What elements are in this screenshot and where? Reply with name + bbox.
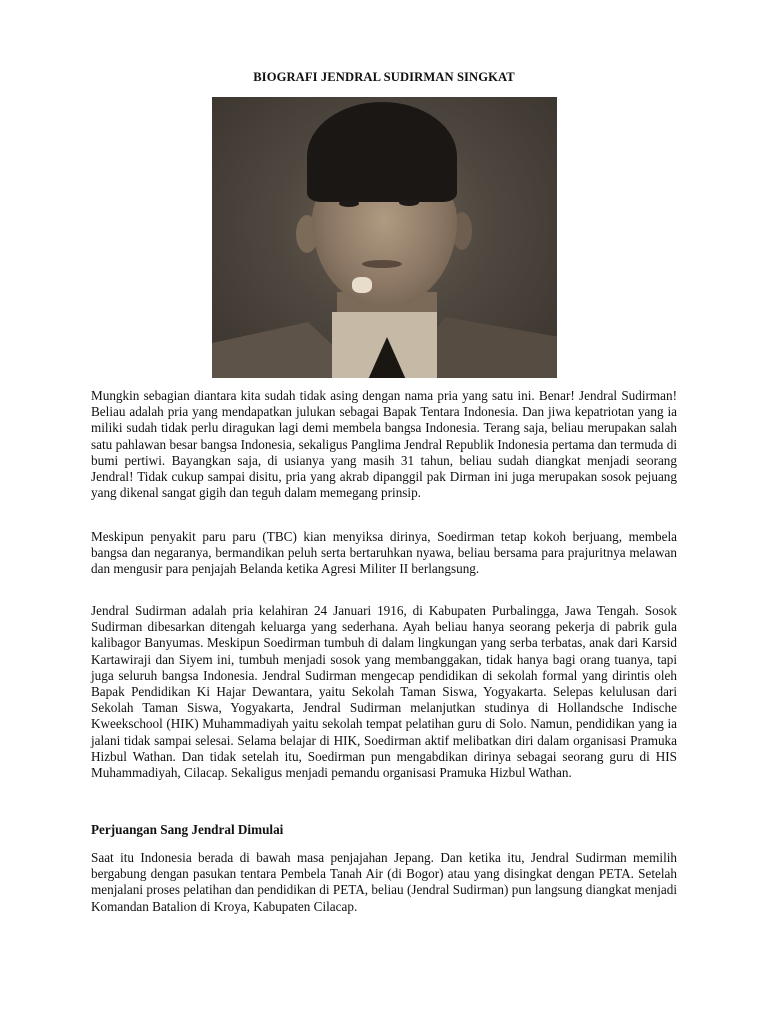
paragraph-intro [91, 388, 677, 501]
paragraph-text: Mungkin sebagian diantara kita sudah tidak asing dengan nama pria yang satu ini. Benar! Jendral Sudirman! Beliau adalah pria yang mendapatkan julukan sebagai Bapak Tentara Indonesia. Dan jiwa kepatriotan yang ia miliki sudah tidak perlu diragukan lagi demi membela bangsa Indonesia. Terang saja, beliau merupakan salah satu pahlawan besar bangsa Indonesia, sekaligus Panglima Jendral Republik Indonesia pertama dan termuda di bumi pertiwi. Bayangkan saja, di usianya yang masih 31 tahun, beliau sudah diangkat menjadi seorang Jendral! Tidak cukup sampai disitu, pria yang akrab dipanggil pak Dirman ini juga merupakan sosok pejuang yang dikenal sangat gigih dan teguh dalam memegang prinsip. [91, 388, 677, 501]
photo-mouth [362, 260, 402, 268]
paragraph-early-life [91, 603, 677, 781]
photo-peci-hat [307, 102, 457, 202]
photo-damage-spot [352, 277, 372, 293]
photo-tie [367, 337, 407, 378]
paragraph-text: Saat itu Indonesia berada di bawah masa penjajahan Jepang. Dan ketika itu, Jendral Sudirman memilih bergabung dengan pasukan tentara Pembela Tanah Air (di Bogor) atau yang disingkat dengan PETA. Setelah menjalani proses pelatihan dan pendidikan di PETA, beliau (Jendral Sudirman) pun langsung diangkat menjadi Komandan Batalion di Kroya, Kabupaten Cilacap. [91, 850, 677, 914]
photo-eye-right [399, 199, 419, 206]
section-heading: Perjuangan Sang Jendral Dimulai [91, 822, 284, 837]
paragraph-text: Meskipun penyakit paru paru (TBC) kian menyiksa dirinya, Soedirman tetap kokoh berjuang, membela bangsa dan negaranya, bermandikan peluh serta bertaruhkan nyawa, beliau bersama para prajuritnya melawan dan mengusir para penjajah Belanda ketika Agresi Militer II berlangsung. [91, 529, 677, 577]
portrait-photo [212, 97, 557, 378]
document-title: BIOGRAFI JENDRAL SUDIRMAN SINGKAT [253, 70, 515, 84]
paragraph-struggle [91, 850, 677, 915]
paragraph-text: Jendral Sudirman adalah pria kelahiran 24 Januari 1916, di Kabupaten Purbalingga, Jawa Tengah. Sosok Sudirman dibesarkan ditengah keluarga yang sederhana. Ayah beliau hanya seorang pekerja di pabrik gula kalibagor Banyumas. Meskipun Soedirman tumbuh di dalam lingkungan yang serba terbatas, anak dari Karsid Kartawiraji dan Siyem ini, tumbuh menjadi sosok yang membanggakan, tidak hanya bagi orang tuanya, tapi juga seluruh bangsa Indonesia. Jendral Sudirman mengecap pendidikan di sekolah formal yang dirintis oleh Bapak Pendidikan Ki Hajar Dewantara, yaitu Sekolah Taman Siswa, Yogyakarta. Selepas kelulusan dari Sekolah Taman Siswa, Yogyakarta, Jendral Sudirman melanjutkan studinya di Hollandsche Indische Kweekschool (HIK) Muhammadiyah yaitu sekolah tempat pelatihan guru di Solo. Namun, pendidikan yang ia jalani tidak sampai selesai. Selama belajar di HIK, Soedirman aktif melibatkan diri dalam organisasi Pramuka Hizbul Wathan. Dan tidak setelah itu, Soedirman pun mengabdikan dirinya sebagai seorang guru di HIS Muhammadiyah, Cilacap. Sekaligus menjadi pemandu organisasi Pramuka Hizbul Wathan. [91, 603, 677, 781]
paragraph-illness [91, 529, 677, 578]
photo-eye-left [339, 200, 359, 207]
